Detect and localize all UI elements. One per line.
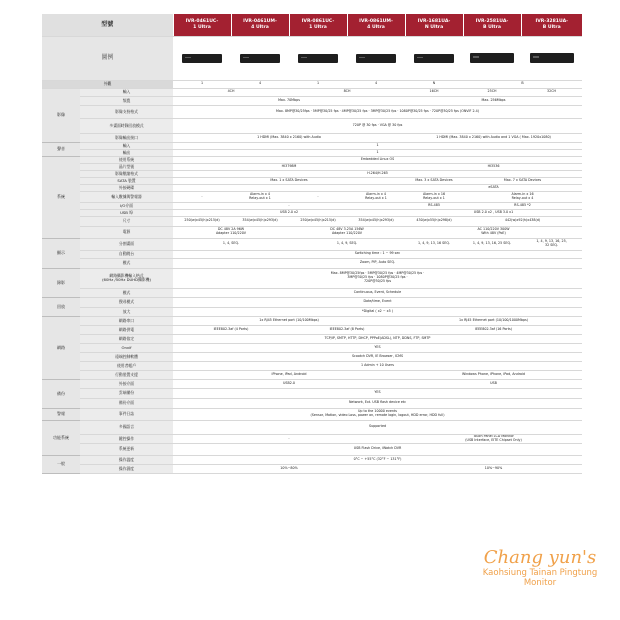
spec-label: 外觀 [42,80,173,88]
spec-value: IEEE802.3af (16 Ports) [405,325,582,334]
spec-value: DC 48V 2A 96W Adapter 110/220V [173,226,289,238]
spec-value: Max. 8MP@30/25fps ‧ 5MP@30/25 fps ‧ 4MP@30/25 fps ‧ 3MP@30/25 fps ‧ 1080P@30/25 fps ‧ 720P@30/25 fps (ONVIF 2.4) [173,105,582,118]
header-row [42,14,582,36]
group-label: 一般 [42,455,80,473]
spec-value: 1 [173,80,231,88]
spec-row [42,398,582,408]
spec-label: 影像輸出接口 [80,133,173,142]
spec-value: HI3536 [405,163,582,170]
spec-row [42,352,582,361]
group-label: 功能系統 [42,420,80,455]
spec-value: 1, 4, 9, SEQ. [289,238,405,250]
nvr-device-icon [470,53,514,63]
group-label: 影像 [42,88,80,142]
group-label: 回放 [42,297,80,316]
nvr-device-icon [240,54,280,63]
model-name: IVR-0461UC- 1 Ultra [173,14,231,36]
spec-value: 250(w)x45(h)x215(d) [289,216,347,226]
spec-value: iPhone, iPad, Android [173,370,405,379]
model-name: IVR-0861UM- 4 Ultra [347,14,405,36]
spec-label: 電源 [80,226,173,238]
spec-value: Max. 70Mbps [173,96,405,105]
spec-row [42,226,582,238]
model-name: IVR-2581UA- B Ultra [463,14,521,36]
spec-value: 4 [347,80,405,88]
spec-value: IEEE802.3af (4 Ports) [173,325,289,334]
spec-value: Date/time, Event [173,297,582,307]
image-row [42,36,582,80]
spec-row [42,361,582,370]
spec-value: Continuous, Event, Schedule [173,288,582,297]
spec-label: 網路攝影機輸入格式 (60Hz /50Hz DUHD攝影機) [80,268,173,288]
spec-row [42,163,582,170]
spec-label: 網路串口 [80,316,173,325]
spec-value: IEEE802.3af (8 Ports) [289,325,405,334]
spec-row [42,464,582,473]
spec-value: Alarm-in x 16 Relay-out x 1 [405,191,463,202]
spec-value: Alarm-in x 4 Relay-out x 1 [347,191,405,202]
watermark-subtitle: Monitor [523,578,557,588]
spec-value: 1x RJ45 Ethernet port (10/100Mbps) [173,316,405,325]
spec-label: 事件日誌 [80,408,173,420]
spec-row [42,142,582,149]
spec-value: Switching time : 1 ~ 99 sec [173,250,582,258]
spec-row [42,250,582,258]
spec-label: 外接硬碟 [80,184,173,191]
spec-value: 32CH [521,88,582,96]
spec-value: Touch Panel LCD Monitor (USB Interface, EITE Chipset Only) [405,434,582,443]
spec-value: RS-485 *2 [463,202,582,209]
nvr-device-icon [356,54,396,63]
spec-row [42,370,582,379]
spec-row [42,334,582,343]
product-image-cell [231,36,289,80]
spec-row [42,379,582,388]
spec-value: Max. 8MP@30/25fps ‧ 5MP@30/25 fps ‧ 4MP@30/25 fps ‧ 3MP@30/25 fps ‧ 1080P@30/25 fps ‧ 720P@30/25 fps [173,268,582,288]
spec-value: Network, Ext. USB flash device etc [173,398,582,408]
nvr-device-icon [414,54,454,63]
spec-value: 1 [173,142,582,149]
product-image-cell [405,36,463,80]
spec-row [42,307,582,316]
spec-row [42,258,582,268]
spec-value: Max. 7 x SATA Devices [463,177,582,184]
spec-label: 系統更新 [80,443,173,455]
spec-value: 430(w)x55(h)x298(d) [405,216,463,226]
spec-value: N [405,80,463,88]
spec-value: HI3798M [173,163,405,170]
group-label: 系統 [42,156,80,238]
watermark-logo [470,548,610,588]
spec-row [42,388,582,398]
spec-row [42,420,582,434]
spec-value: 1 HDMI (Max. 3840 x 2160) with Audio [173,133,405,142]
spec-label: 模式 [80,288,173,297]
spec-value: - [173,202,405,209]
spec-value: 1, 4, 9, 13, 16 SEQ. [405,238,463,250]
spec-row [42,455,582,464]
group-label: 網路 [42,316,80,379]
spec-label: 鍵控操作 [80,434,173,443]
model-name: IVR-3281UA- B Ultra [521,14,582,36]
nvr-device-icon [298,54,338,63]
spec-value: USB2.0 [173,379,405,388]
group-label: 顯示 [42,238,80,268]
spec-label: 操作溫度 [80,455,173,464]
product-image-cell [463,36,521,80]
nvr-device-icon [182,54,222,63]
spec-row [42,118,582,133]
spec-label: 遠端控制軟體 [80,352,173,361]
spec-label: SATA 裝置 [80,177,173,184]
spec-label: 自動跳台 [80,250,173,258]
spec-value: 0°C ~ +55°C (32°F ~ 131°F) [173,455,582,464]
spec-value: 1, 4, 9, 13, 16, 25, 32 SEQ. [521,238,582,250]
spec-value: AC 110/220V 300W With 48V (PoE) [405,226,582,238]
spec-value: YES [173,343,582,352]
spec-row [42,343,582,352]
spec-table [42,14,582,474]
spec-value: Max. 1 x SATA Devices [173,177,405,184]
spec-value: 1 [289,80,347,88]
spec-row [42,238,582,250]
spec-label: USB 埠 [80,209,173,216]
spec-value: 354(w)x45(h)x293(d) [231,216,289,226]
nvr-device-icon [530,53,574,63]
spec-value: 1, 4, SEQ. [173,238,289,250]
watermark-name: Chang yun's [483,547,597,568]
spec-row [42,216,582,226]
spec-row [42,156,582,163]
product-image-cell [521,36,582,80]
spec-row [42,96,582,105]
spec-label: 放大 [80,307,173,316]
model-name: IVR-1681UA- N Ultra [405,14,463,36]
spec-value: - [173,434,405,443]
model-name: IVR-0861UC- 1 Ultra [289,14,347,36]
spec-value: Zoom, PIP, Auto SEQ. [173,258,582,268]
spec-label: Onvif [80,343,173,352]
spec-label: 網路供電 [80,325,173,334]
spec-label: I/O介面 [80,202,173,209]
group-label: 聲音 [42,142,80,156]
spec-label: 雲端備份 [80,388,173,398]
spec-row [42,408,582,420]
spec-label: 操作濕度 [80,464,173,473]
spec-label: 尺寸 [80,216,173,226]
spec-value: - [173,191,231,202]
spec-value: H.264/H.265 [173,170,582,177]
spec-value: RS-485 [405,202,463,209]
spec-value: TCP/IP, SMTP, HTTP, DHCP, PPPoE(ADSL), NTP, DDNS, FTP, SMTP [173,334,582,343]
spec-label: 輸入 [80,88,173,96]
spec-value: 720P @ 30 fps · VGA @ 30 fps [173,118,582,133]
spec-value: 1x RJ45 Ethernet port (10/100/1000Mbps) [405,316,582,325]
spec-label: 輸入數據與警報器 [80,191,173,202]
spec-row [42,443,582,455]
spec-row [42,184,582,191]
spec-row [42,434,582,443]
spec-value: - [289,191,347,202]
spec-label: 多畫面時錄回放模式 [80,118,173,133]
spec-value: Supported [173,420,582,434]
spec-row [42,316,582,325]
spec-value: *Digital ( x2 ~ x5 ) [173,307,582,316]
spec-row [42,268,582,288]
spec-row [42,177,582,184]
group-label: 警報 [42,408,80,420]
spec-value: 1 Admin + 10 Users [173,361,582,370]
spec-value: 10%~90% [405,464,582,473]
spec-row [42,80,582,88]
watermark-cities: Kaohsiung Tainan Pingtung [482,568,598,578]
model-name: IVR-0461UM- 4 Ultra [231,14,289,36]
spec-value: USB [405,379,582,388]
product-image-cell [347,36,405,80]
spec-label: 網路協定 [80,334,173,343]
spec-value: 250(w)x45(h)x215(d) [173,216,231,226]
spec-label: 模式 [80,258,173,268]
spec-value: Windows Phone, iPhone, iPad, Android [405,370,582,379]
spec-label: 使用系統 [80,156,173,163]
spec-row [42,209,582,216]
spec-value: B [463,80,582,88]
spec-value: 25CH [463,88,521,96]
spec-label: 行動裝置支援 [80,370,173,379]
spec-label: 輸出 [80,149,173,156]
spec-value: eSATA [405,184,582,191]
spec-value: 10%~80% [173,464,405,473]
spec-row [42,133,582,142]
spec-value: 442(w)x92(h)x438(d) [463,216,582,226]
spec-value: USB 2.0 x2 , USB 3.0 x1 [405,209,582,216]
spec-value: Scootch DVR, IE Browser, ICMS [173,352,582,361]
spec-value: Up to the 10000 events (Sensor, Motion, video Loss, power on, remote login, logout, HDD error, HDD full) [173,408,582,420]
spec-row [42,191,582,202]
spec-row [42,288,582,297]
spec-label: 搜尋模式 [80,297,173,307]
spec-value: USB 2.0 x2 [173,209,405,216]
spec-value: 8CH [289,88,405,96]
spec-label: 多國語言 [80,420,173,434]
spec-label: 使用者帳戶 [80,361,173,370]
spec-value [173,184,405,191]
spec-value: YES [173,388,582,398]
spec-value: 16CH [405,88,463,96]
spec-value: USB Flash Drive, iWatch DVR [173,443,582,455]
product-image-cell [173,36,231,80]
image-label: 圖例 [42,36,173,80]
spec-value: Embedded Linux OS [173,156,582,163]
spec-row [42,88,582,96]
spec-value: Max. 3 x SATA Devices [405,177,463,184]
spec-value: 1, 4, 9, 13, 16, 25 SEQ. [463,238,521,250]
spec-value: Alarm-in x 4 Relay-out x 1 [231,191,289,202]
spec-value: 1 HDMI (Max. 3840 x 2160) with Audio and 1 VGA ( Max. 1920x1080) [405,133,582,142]
model-label: 型號 [42,14,173,36]
spec-label: 晶片型號 [80,163,173,170]
group-label: 錄影 [42,268,80,297]
spec-label: 頻寬 [80,96,173,105]
spec-value: DC 48V 3.25A 156W Adapter 110/220V [289,226,405,238]
spec-value: 1 [173,149,582,156]
spec-value: 4 [231,80,289,88]
spec-value: Max. 256Mbps [405,96,582,105]
spec-label: 備份介面 [80,398,173,408]
spec-row [42,170,582,177]
spec-label: 影像支持格式 [80,105,173,118]
group-label: 備份 [42,379,80,408]
spec-value: Alarm-in x 16 Relay-out x 4 [463,191,582,202]
spec-row [42,325,582,334]
spec-label: 影像壓縮格式 [80,170,173,177]
spec-row [42,202,582,209]
spec-row [42,149,582,156]
spec-row [42,297,582,307]
product-image-cell [289,36,347,80]
spec-label: 外接介面 [80,379,173,388]
spec-row [42,105,582,118]
spec-value: 354(w)x45(h)x293(d) [347,216,405,226]
spec-label: 分割畫面 [80,238,173,250]
spec-label: 輸入 [80,142,173,149]
spec-value: 4CH [173,88,289,96]
